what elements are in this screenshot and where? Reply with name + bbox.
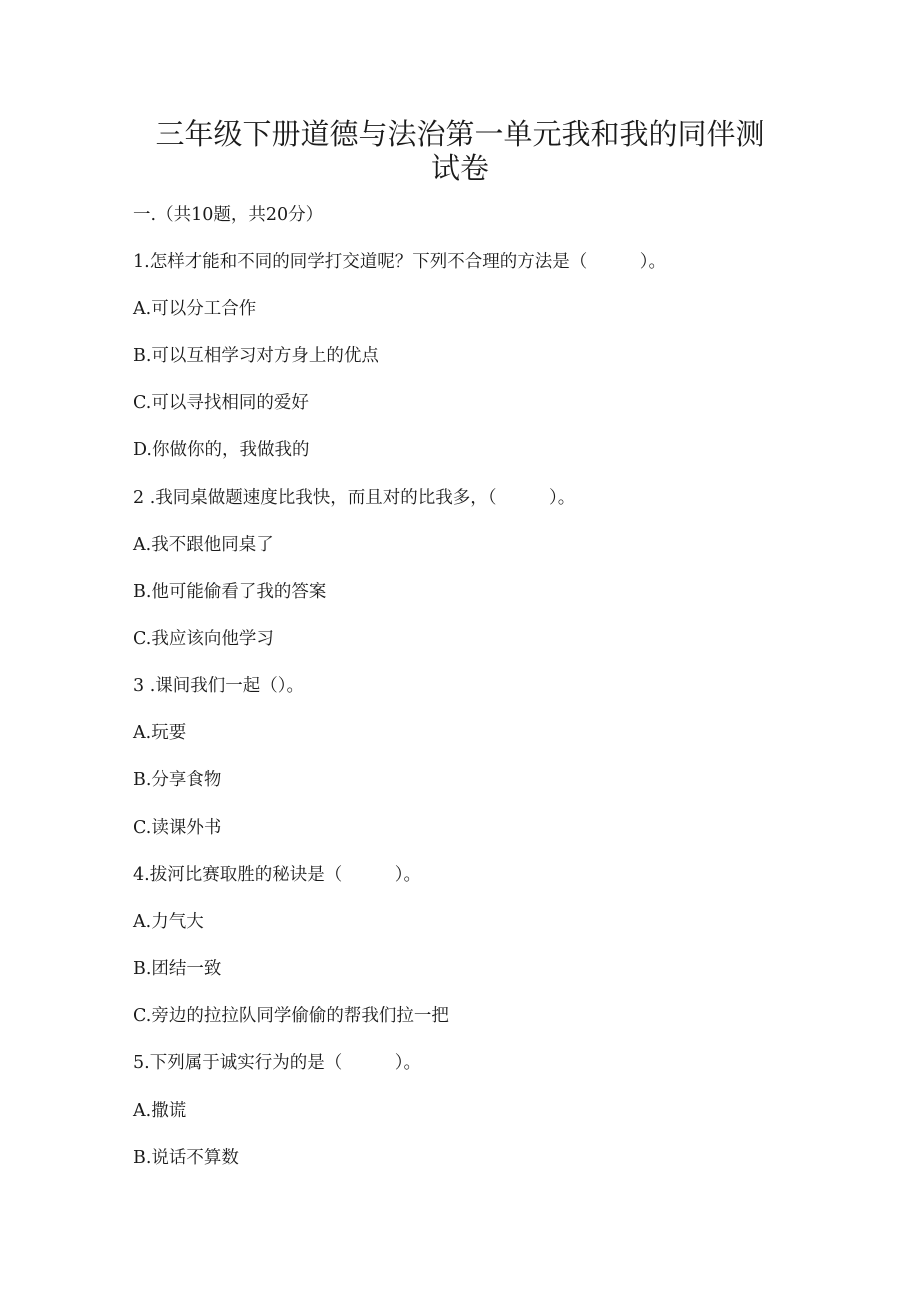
question-4-option-c: C.旁边的拉拉队同学偷偷的帮我们拉一把 xyxy=(133,1006,449,1026)
question-1-option-c: C.可以寻找相同的爱好 xyxy=(133,393,309,413)
question-2-stem: 2 .我同桌做题速度比我快，而且对的比我多，（ ）。 xyxy=(133,488,576,508)
question-4-stem: 4.拔河比赛取胜的秘诀是（ ）。 xyxy=(133,865,421,885)
question-4-option-a: A.力气大 xyxy=(133,912,204,932)
question-1-option-a: A.可以分工合作 xyxy=(133,299,257,319)
section-header: 一.（共10题，共20分） xyxy=(133,205,324,225)
page-title-line-1: 三年级下册道德与法治第一单元我和我的同伴测 xyxy=(155,117,765,151)
question-5-option-a: A.撒谎 xyxy=(133,1101,187,1121)
question-2-option-c: C.我应该向他学习 xyxy=(133,629,274,649)
question-1-option-b: B.可以互相学习对方身上的优点 xyxy=(133,346,379,366)
question-1-stem: 1.怎样才能和不同的同学打交道呢？下列不合理的方法是（ ）。 xyxy=(133,252,666,272)
question-3-stem: 3 .课间我们一起（）。 xyxy=(133,676,305,696)
question-5-option-b: B.说话不算数 xyxy=(133,1148,239,1168)
question-5-stem: 5.下列属于诚实行为的是（ ）。 xyxy=(133,1053,421,1073)
question-3-option-b: B.分享食物 xyxy=(133,770,222,790)
question-1-option-d: D.你做你的，我做我的 xyxy=(133,440,310,460)
question-4-option-b: B.团结一致 xyxy=(133,959,222,979)
question-2-option-b: B.他可能偷看了我的答案 xyxy=(133,582,327,602)
question-3-option-a: A.玩要 xyxy=(133,723,187,743)
question-3-option-c: C.读课外书 xyxy=(133,818,222,838)
page-title-line-2: 试卷 xyxy=(430,151,489,185)
question-2-option-a: A.我不跟他同桌了 xyxy=(133,535,274,555)
